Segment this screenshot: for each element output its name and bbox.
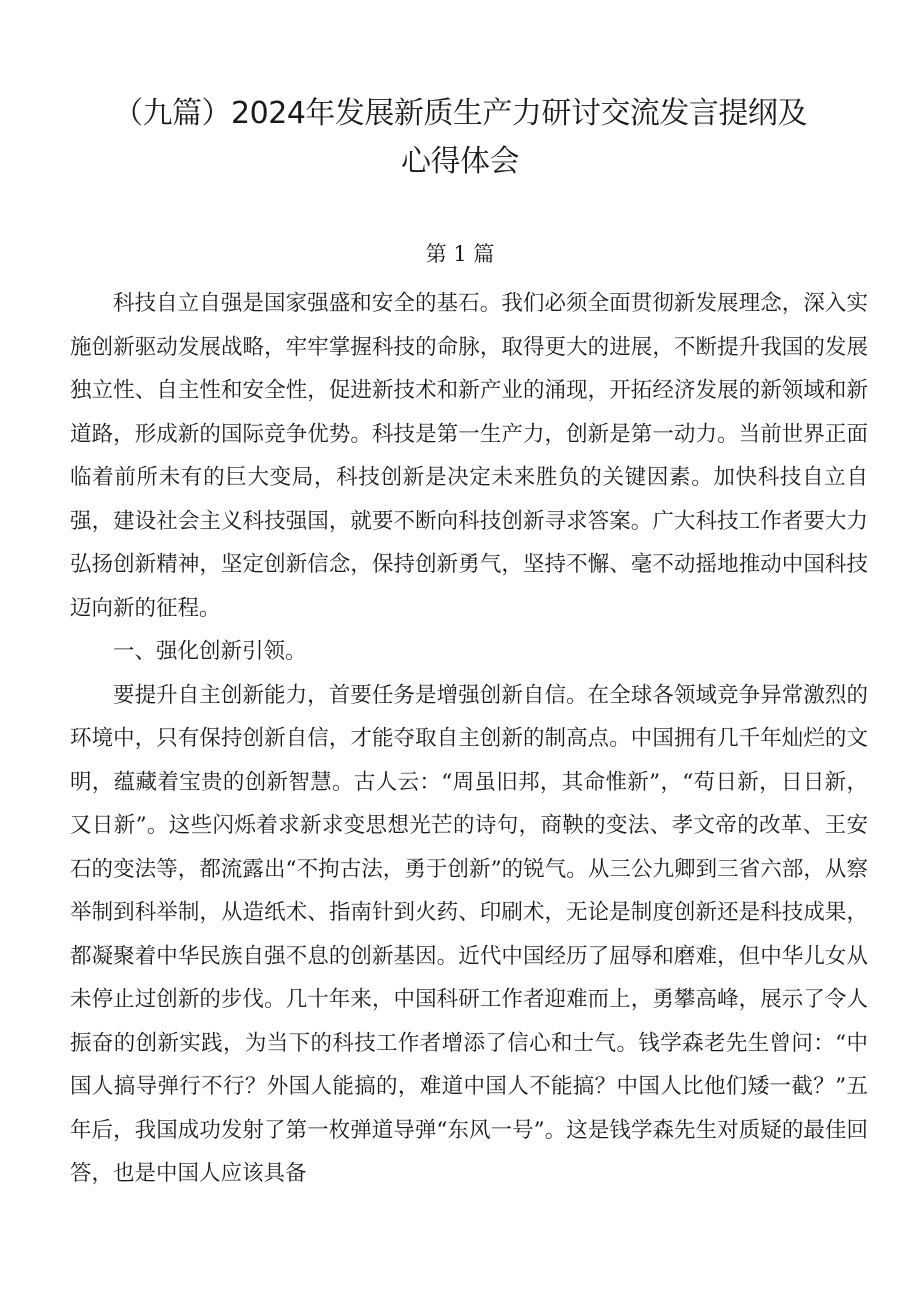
document-title: [80, 90, 840, 186]
section-heading: 第 1 篇: [425, 242, 495, 266]
paragraph-innovation-confidence: 要提升自主创新能力，首要任务是增强创新自信。在全球各领域竞争异常激烈的环境中，只有保持创新自信，才能夺取自主创新的制高点。中国拥有几千年灿烂的文明，蕴藏着宝贵的创新智慧。古人云：“周虽旧邦，其命惟新”，“苟日新，日日新，又日新”。这些闪烁着求新求变思想光芒的诗句，商鞅的变法、孝文帝的改革、王安石的变法等，都流露出“不拘古法，勇于创新”的锐气。从三公九卿到三省六部，从察举制到科举制，从造纸术、指南针到火药、印刷术，无论是制度创新还是科技成果，都凝聚着中华民族自强不息的创新基因。近代中国经历了屈辱和磨难，但中华儿女从未停止过创新的步伐。几十年来，中国科研工作者迎难而上，勇攀高峰，展示了令人振奋的创新实践，为当下的科技工作者增添了信心和士气。钱学森老先生曾问：“中国人搞导弹行不行？外国人能搞的，难道中国人不能搞？中国人比他们矮一截？”五年后，我国成功发射了第一枚弹道导弹“东风一号”。这是钱学森先生对质疑的最佳回答，也是中国人应该具备: [70, 682, 868, 1186]
paragraph-intro: 科技自立自强是国家强盛和安全的基石。我们必须全面贯彻新发展理念，深入实施创新驱动发展战略，牢牢掌握科技的命脉，取得更大的进展，不断提升我国的发展独立性、自主性和安全性，促进新技术和新产业的涌现，开拓经济发展的新领域和新道路，形成新的国际竞争优势。科技是第一生产力，创新是第一动力。当前世界正面临着前所未有的巨大变局，科技创新是决定未来胜负的关键因素。加快科技自立自强，建设社会主义科技强国，就要不断向科技创新寻求答案。广大科技工作者要大力弘扬创新精神，坚定创新信念，保持创新勇气，坚持不懈、毫不动摇地推动中国科技迈向新的征程。: [70, 291, 868, 621]
document-body: [70, 282, 868, 1196]
paragraph-subheading: 一、强化创新引领。: [113, 639, 307, 664]
title-line-2: 心得体会: [401, 144, 519, 179]
title-line-1: （九篇）2024年发展新质生产力研讨交流发言提纲及: [113, 96, 807, 131]
